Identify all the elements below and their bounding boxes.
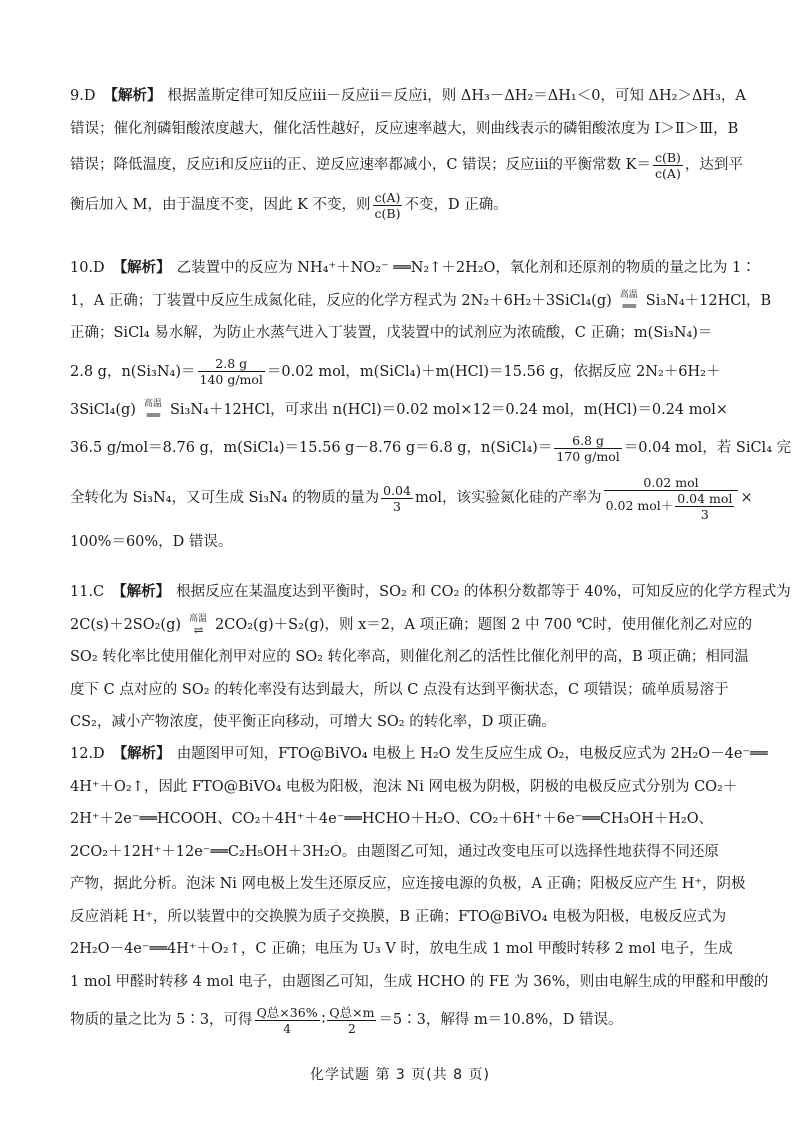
denominator: 3 xyxy=(393,498,401,514)
q9-line-1 xyxy=(70,80,746,113)
q11-text: 度下 C 点对应的 SO₂ 的转化率没有达到最大，所以 C 点没有达到平衡状态，C 项错误；硫单质易溶于 xyxy=(70,681,729,698)
q10-text: Si₃N₄＋12HCl，B xyxy=(645,292,772,309)
q11-text: CS₂，减小产物浓度，使平衡正向移动，可增大 SO₂ 的转化率，D 项正确。 xyxy=(70,714,556,730)
q10-text: Si₃N₄＋12HCl，可求出 n(HCl)＝0.02 mol×12＝0.24 mol，m(HCl)＝0.24 mol× xyxy=(169,401,729,418)
q10-text: 100%＝60%，D 错误。 xyxy=(70,534,233,550)
q9-text: 根据盖斯定律可知反应ⅲ－反应ⅱ＝反应ⅰ，则 ΔH₃－ΔH₂＝ΔH₁＜0，可知 ΔH₂＞ΔH₃，A xyxy=(167,88,746,104)
q10-text: 2.8 g，n(Si₃N₄)＝ xyxy=(70,363,196,380)
q9-text: 衡后加入 M，由于温度不变，因此 K 不变，则 xyxy=(70,197,371,213)
q12-text: 物质的量之比为 5∶3，可得 xyxy=(70,1012,253,1028)
denominator: 2 xyxy=(347,1020,356,1036)
q10-line-4 xyxy=(70,350,730,394)
q10-line-7 xyxy=(70,470,753,526)
q10-text: ＝0.02 mol，m(SiCl₄)＋m(HCl)＝15.56 g，依据反应 2N₂＋6H₂＋ xyxy=(266,363,721,380)
q11-number: 11.C xyxy=(70,584,105,600)
q10-line-1 xyxy=(70,252,756,285)
numerator: 0.04 xyxy=(383,482,411,498)
q9-text: ，达到平 xyxy=(684,157,743,173)
numerator: 0.02 mol xyxy=(604,475,739,491)
q11-analysis-tag: 【解析】 xyxy=(112,584,171,600)
q11-text: SO₂ 转化率比使用催化剂甲对应的 SO₂ 转化率高，则催化剂乙的活性比催化剂甲的高，B 项正确；相同温 xyxy=(70,649,749,665)
q11-line-5 xyxy=(70,706,730,739)
q12-text: 2H₂O－4e⁻══4H⁺＋O₂↑，C 正确；电压为 U₃ V 时，放电生成 1 mol 甲酸时转移 2 mol 电子，生成 xyxy=(70,941,733,957)
q12-line-1 xyxy=(70,738,768,771)
q12-line-8 xyxy=(70,966,769,999)
denominator: c(A) xyxy=(655,165,681,181)
q10-text: 3SiCl₄(g) xyxy=(70,401,136,418)
denominator: 170 g/mol xyxy=(556,448,620,464)
reaction-arrow xyxy=(612,290,646,311)
reaction-arrow xyxy=(181,614,215,635)
q9-line-4 xyxy=(70,185,730,225)
numerator: Q总×36% xyxy=(256,1004,318,1020)
q10-number: 10.D xyxy=(70,260,105,276)
answer-q9 xyxy=(70,80,746,225)
fraction xyxy=(327,1005,376,1036)
q11-text: 2CO₂(g)＋S₂(g)，则 x＝2，A 项正确；题图 2 中 700 ℃时，使用催化剂乙对应的 xyxy=(215,616,753,633)
fraction xyxy=(198,356,265,387)
fraction xyxy=(373,190,403,221)
q10-line-6 xyxy=(70,426,792,470)
denominator xyxy=(604,491,739,522)
q12-analysis-tag: 【解析】 xyxy=(112,746,171,762)
reaction-arrow xyxy=(136,399,170,420)
denominator: 140 g/mol xyxy=(199,372,263,387)
q10-line-8 xyxy=(70,526,730,559)
answer-q10 xyxy=(70,252,792,559)
q12-line-6 xyxy=(70,901,730,934)
q10-text: mol，该实验氮化硅的产率为 xyxy=(414,490,602,506)
arrow-glyph: ══ xyxy=(622,299,635,313)
q12-line-2 xyxy=(70,771,738,804)
q10-text: 1，A 正确；丁装置中反应生成氮化硅，反应的化学方程式为 2N₂＋6H₂＋3SiCl₄(g) xyxy=(70,292,612,309)
q12-number: 12.D xyxy=(70,746,105,762)
denominator: c(B) xyxy=(374,205,401,221)
arrow-glyph: ⇌ xyxy=(193,623,203,637)
q12-text: 由题图甲可知，FTO@BiVO₄ 电极上 H₂O 发生反应生成 O₂，电极反应式为 2H₂O－4e⁻══ xyxy=(176,746,768,762)
fraction xyxy=(653,150,683,181)
fraction xyxy=(255,1005,320,1036)
arrow-glyph: ══ xyxy=(146,408,160,422)
q10-text: 正确；SiCl₄ 易水解，为防止水蒸气进入丁装置，戊装置中的试剂应为浓硫酸，C 正确；m(Si₃N₄)＝ xyxy=(70,325,713,341)
denominator-text: 0.02 mol＋ xyxy=(605,497,674,513)
q9-number: 9.D xyxy=(70,88,96,104)
q9-text: 错误；催化剂磷钼酸浓度越大，催化活性越好，反应速率越大，则曲线表示的磷钼酸浓度为 Ⅰ＞Ⅱ＞Ⅲ，B xyxy=(70,120,739,137)
q10-text: ＝0.04 mol，若 SiCl₄ 完 xyxy=(623,440,792,456)
q9-text: 错误；降低温度，反应ⅰ和反应ⅱ的正、逆反应速率都减小，C 错误；反应ⅲ的平衡常数 K＝ xyxy=(70,157,651,173)
q12-text: 1 mol 甲醛时转移 4 mol 电子，由题图乙可知，生成 HCHO 的 FE 为 36%，则由电解生成的甲醛和甲酸的 xyxy=(70,973,769,990)
answer-q12 xyxy=(70,738,769,1042)
reaction-condition: 高温 xyxy=(189,614,208,624)
fraction xyxy=(381,483,413,514)
q12-text: ∶ xyxy=(321,1012,326,1028)
q12-line-3 xyxy=(70,803,730,836)
numerator: c(A) xyxy=(373,190,403,206)
q11-line-2 xyxy=(70,609,753,642)
q9-line-3 xyxy=(70,145,743,185)
q12-line-9 xyxy=(70,998,730,1042)
q12-text: 2CO₂＋12H⁺＋12e⁻══C₂H₅OH＋3H₂O。由题图乙可知，通过改变电压可以选择性地获得不同还原 xyxy=(70,843,719,860)
q12-text: ＝5∶3，解得 m＝10.8%，D 错误。 xyxy=(378,1012,623,1028)
q9-line-2 xyxy=(70,113,739,146)
fraction xyxy=(554,433,621,464)
q10-analysis-tag: 【解析】 xyxy=(112,260,171,276)
q12-text: 产物，据此分析。泡沫 Ni 网电极上发生还原反应，应连接电源的负极，A 正确；阳极反应产生 H⁺，阴极 xyxy=(70,876,746,892)
q10-text: 乙装置中的反应为 NH₄⁺＋NO₂⁻ ══N₂↑＋2H₂O，氧化剂和还原剂的物质的量之比为 1∶ xyxy=(176,260,756,276)
q12-line-4 xyxy=(70,836,730,869)
q9-analysis-tag: 【解析】 xyxy=(103,88,162,104)
numerator: 0.04 mol xyxy=(677,490,733,506)
q11-line-1 xyxy=(70,576,791,609)
q11-line-3 xyxy=(70,641,749,674)
q9-text: 不变，D 正确。 xyxy=(404,197,508,213)
denominator: 4 xyxy=(283,1020,292,1036)
q10-line-3 xyxy=(70,317,730,350)
q11-text: 2C(s)＋2SO₂(g) xyxy=(70,616,182,633)
reaction-condition: 高温 xyxy=(143,399,162,409)
numerator: 2.8 g xyxy=(198,356,265,372)
denominator: 3 xyxy=(700,506,709,522)
q10-text: × xyxy=(740,490,753,506)
q12-text: 2H⁺＋2e⁻══HCOOH、CO₂＋4H⁺＋4e⁻══HCHO＋H₂O、CO₂＋6H⁺＋6e⁻══CH₃OH＋H₂O、 xyxy=(70,811,714,827)
q10-text: 全转化为 Si₃N₄，又可生成 Si₃N₄ 的物质的量为 xyxy=(70,490,380,506)
q11-line-4 xyxy=(70,674,730,707)
numerator: 6.8 g xyxy=(554,433,621,449)
page-footer: 化学试题 第 3 页(共 8 页) xyxy=(310,1067,490,1083)
q10-text: 36.5 g/mol＝8.76 g，m(SiCl₄)＝15.56 g－8.76 g＝6.8 g，n(SiCl₄)＝ xyxy=(70,440,553,456)
yield-fraction xyxy=(604,475,739,522)
answer-q11 xyxy=(70,576,791,739)
numerator: c(B) xyxy=(654,149,681,165)
q12-text: 4H⁺＋O₂↑，因此 FTO@BiVO₄ 电极为阳极，泡沫 Ni 网电极为阴极，阴极的电极反应式分别为 CO₂＋ xyxy=(70,778,738,795)
numerator: Q总×m xyxy=(329,1004,375,1020)
q10-line-5 xyxy=(70,394,730,427)
q11-text: 根据反应在某温度达到平衡时，SO₂ 和 CO₂ 的体积分数都等于 40%，可知反应的化学方程式为 xyxy=(176,584,791,600)
q10-line-2 xyxy=(70,285,772,318)
q12-line-5 xyxy=(70,868,746,901)
reaction-condition: 高温 xyxy=(619,290,638,300)
nested-fraction xyxy=(675,491,734,522)
q12-line-7 xyxy=(70,933,733,966)
q12-text: 反应消耗 H⁺，所以装置中的交换膜为质子交换膜，B 正确；FTO@BiVO₄ 电极为阳极，电极反应式为 xyxy=(70,908,727,925)
